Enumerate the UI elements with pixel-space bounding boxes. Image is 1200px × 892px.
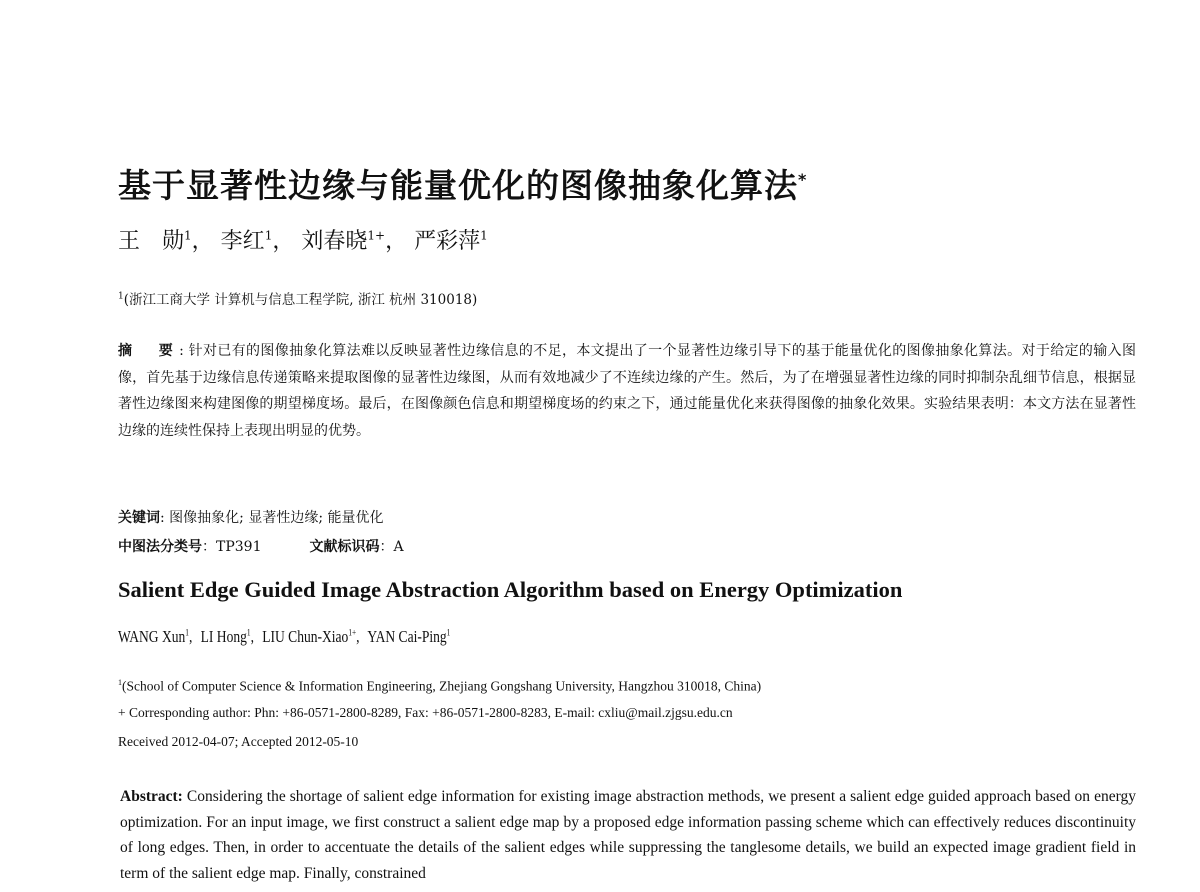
author-cn-sep: ， (272, 229, 295, 254)
title-chinese (118, 160, 807, 207)
affiliation-cn-sup: 1 (118, 291, 124, 302)
author-cn-sup: 1 (264, 228, 273, 243)
abstract-en-text: Considering the shortage of salient edge information for existing image abstraction methods, we present a salient edge guided approach based on energy optimization. For an input image, we first construct a salient edge map by a proposed edge information passing scheme which can effectively reduces discontinuity of long edges. Then, in order to accentuate the details of the salient edges while suppressing the tanglesome details, we build an expected image gradient field in term of the salient edge map. Finally, constrained (120, 788, 1136, 882)
affiliation-chinese (118, 288, 477, 308)
abstract-cn-text: : 针对已有的图像抽象化算法难以反映显著性边缘信息的不足，本文提出了一个显著性边缘引导下的基于能量优化的图像抽象化算法。对于给定的输入图像，首先基于边缘信息传递策略来提取图像的显著性边缘图，从而有效地减少了不连续边缘的产生。然后，为了在增强显著性边缘的同时抑制杂乱细节信息，根据显著性边缘图来构建图像的期望梯度场。最后，在图像颜色信息和期望梯度场的约束之下，通过能量优化来获得图像的抽象化效果。实验结果表明：本文方法在显著性边缘的连续性保持上表现出明显的优势。 (118, 343, 1137, 439)
affiliation-english (118, 678, 761, 695)
author-cn-2 (221, 229, 295, 254)
author-en-name: LIU Chun-Xiao (262, 627, 349, 646)
affiliation-en-text: (School of Computer Science & Information Engineering, Zhejiang Gongshang University, Hangzhou 310018, China) (122, 678, 762, 694)
corresponding-author: + Corresponding author: Phn: +86-0571-2800-8289, Fax: +86-0571-2800-8283, E-mail: cxliu@mail.zjgsu.edu.cn (118, 705, 733, 720)
authors-english (118, 627, 450, 647)
author-cn-name: 王 勋 (118, 229, 185, 254)
document-code-label: 文献标识码 (309, 539, 380, 555)
author-cn-name: 严彩萍 (414, 229, 481, 254)
abstract-cn-label: 摘 要 (118, 343, 180, 359)
author-en-sup: 1 (185, 627, 189, 638)
author-en-sep: , (188, 627, 193, 646)
received-date: Received 2012-04-07; Accepted 2012-05-10 (118, 734, 359, 749)
title-chinese-text: 基于显著性边缘与能量优化的图像抽象化算法 (118, 166, 798, 205)
author-cn-sep: ， (191, 229, 214, 254)
author-en-sup: 1+ (348, 627, 357, 638)
keywords-chinese (118, 507, 384, 527)
classification-chinese (118, 536, 404, 556)
author-en-sep: , (356, 627, 360, 646)
author-cn-sup: 1 (480, 228, 488, 243)
author-en-sup: 1 (446, 627, 451, 638)
author-cn-sup: 1 (184, 228, 192, 243)
keywords-cn-label: 关键词 (118, 510, 160, 526)
title-footnote-mark: * (798, 170, 808, 189)
author-en-sup: 1 (246, 627, 251, 638)
author-cn-name: 刘春晓 (301, 229, 368, 254)
author-cn-3 (301, 229, 407, 254)
classification-value: ：TP391 (202, 539, 262, 555)
author-cn-sup: 1+ (367, 228, 386, 243)
author-en-4 (367, 627, 450, 646)
author-en-name: LI Hong (200, 627, 247, 646)
author-en-3 (262, 627, 359, 646)
classification-label: 中图法分类号 (118, 539, 202, 555)
author-en-name: YAN Cai-Ping (367, 627, 447, 646)
keywords-cn-text: : 图像抽象化; 显著性边缘; 能量优化 (160, 510, 384, 526)
author-cn-1 (118, 229, 214, 254)
author-cn-sep: ， (385, 229, 408, 254)
authors-chinese (118, 224, 488, 255)
affiliation-en-sup: 1 (118, 678, 122, 687)
author-cn-name: 李红 (220, 229, 265, 254)
author-en-name: WANG Xun (118, 627, 186, 646)
author-en-sep: , (250, 627, 254, 646)
author-cn-4 (414, 229, 488, 254)
abstract-chinese (118, 338, 1136, 444)
title-english: Salient Edge Guided Image Abstraction Algorithm based on Energy Optimization (118, 577, 903, 602)
abstract-english (120, 784, 1136, 886)
abstract-en-label: Abstract: (120, 788, 183, 805)
affiliation-cn-text: (浙江工商大学 计算机与信息工程学院, 浙江 杭州 310018) (123, 292, 478, 308)
document-code-value: ：A (379, 539, 404, 555)
author-en-1 (118, 627, 192, 646)
author-en-2 (201, 627, 254, 646)
